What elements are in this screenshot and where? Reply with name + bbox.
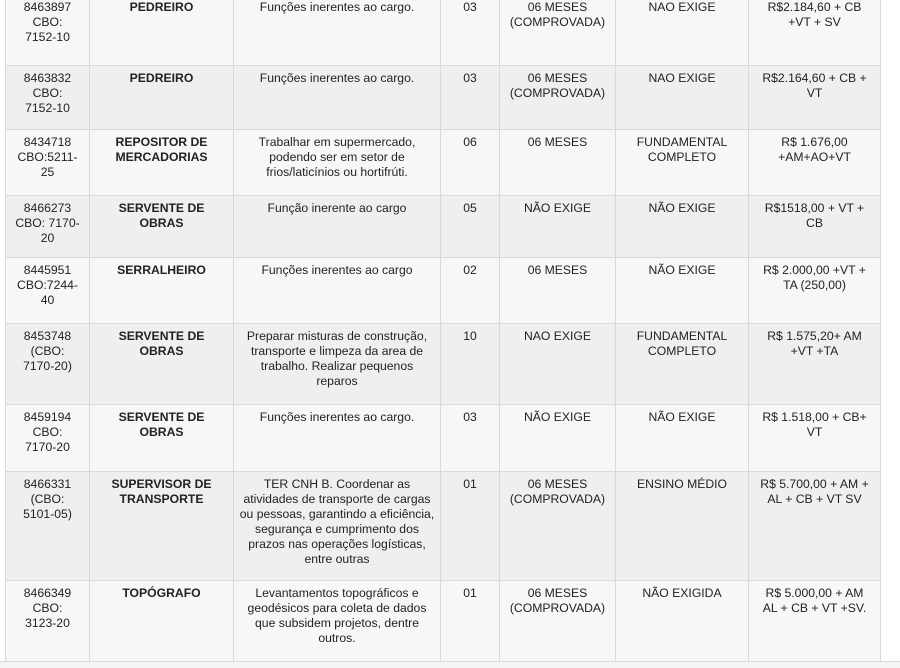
- job-code-cell: 8445951 CBO:7244- 40: [6, 258, 90, 324]
- vacancies-cell: 03: [441, 66, 500, 130]
- education-cell: NÃO EXIGE: [616, 196, 749, 258]
- vacancies-cell: 10: [441, 324, 500, 405]
- job-code-cell: 8466273 CBO: 7170- 20: [6, 196, 90, 258]
- experience-cell: 06 MESES (COMPROVADA): [500, 472, 616, 581]
- next-row-edge: [0, 661, 900, 668]
- job-description-cell: Funções inerentes ao cargo.: [234, 405, 441, 472]
- salary-cell: R$2.164,60 + CB + VT: [749, 66, 881, 130]
- experience-cell: 06 MESES: [500, 258, 616, 324]
- table-row: [6, 66, 881, 130]
- education-cell: FUNDAMENTAL COMPLETO: [616, 130, 749, 196]
- vacancies-cell: 03: [441, 405, 500, 472]
- experience-cell: 06 MESES (COMPROVADA): [500, 66, 616, 130]
- job-description-cell: TER CNH B. Coordenar as atividades de transporte de cargas ou pessoas, garantindo a eficiência, segurança e cumprimento dos prazos nas operações logísticas, entre outras: [234, 472, 441, 581]
- job-title-cell: SERRALHEIRO: [90, 258, 234, 324]
- table-row: [6, 581, 881, 662]
- job-code-cell: 8463832 CBO: 7152-10: [6, 66, 90, 130]
- job-description-cell: Funções inerentes ao cargo.: [234, 66, 441, 130]
- salary-cell: R$ 1.518,00 + CB+ VT: [749, 405, 881, 472]
- salary-cell: R$2.184,60 + CB +VT + SV: [749, 0, 881, 66]
- table-body: [6, 0, 881, 662]
- job-title-cell: TOPÓGRAFO: [90, 581, 234, 662]
- vacancies-cell: 01: [441, 472, 500, 581]
- experience-cell: 06 MESES (COMPROVADA): [500, 581, 616, 662]
- job-code-cell: 8463897 CBO: 7152-10: [6, 0, 90, 66]
- job-code-cell: 8466349 CBO: 3123-20: [6, 581, 90, 662]
- salary-cell: R$ 2.000,00 +VT + TA (250,00): [749, 258, 881, 324]
- job-title-cell: SUPERVISOR DE TRANSPORTE: [90, 472, 234, 581]
- vacancies-cell: 05: [441, 196, 500, 258]
- job-description-cell: Funções inerentes ao cargo: [234, 258, 441, 324]
- education-cell: NAO EXIGE: [616, 66, 749, 130]
- job-description-cell: Levantamentos topográficos e geodésicos para coleta de dados que subsidem projetos, dentre outros.: [234, 581, 441, 662]
- salary-cell: R$ 1.575,20+ AM +VT +TA: [749, 324, 881, 405]
- experience-cell: NAO EXIGE: [500, 324, 616, 405]
- table-row: [6, 196, 881, 258]
- table-row: [6, 324, 881, 405]
- table-row: [6, 130, 881, 196]
- vacancies-cell: 03: [441, 0, 500, 66]
- table-row: [6, 472, 881, 581]
- job-vacancies-table: [5, 0, 881, 662]
- job-code-cell: 8459194 CBO: 7170-20: [6, 405, 90, 472]
- job-code-cell: 8466331 (CBO: 5101-05): [6, 472, 90, 581]
- job-description-cell: Função inerente ao cargo: [234, 196, 441, 258]
- job-title-cell: SERVENTE DE OBRAS: [90, 196, 234, 258]
- job-code-cell: 8453748 (CBO: 7170-20): [6, 324, 90, 405]
- salary-cell: R$ 5.700,00 + AM + AL + CB + VT SV: [749, 472, 881, 581]
- job-description-cell: Preparar misturas de construção, transporte e limpeza da area de trabalho. Realizar pequenos reparos: [234, 324, 441, 405]
- education-cell: FUNDAMENTAL COMPLETO: [616, 324, 749, 405]
- vacancies-cell: 06: [441, 130, 500, 196]
- education-cell: NÃO EXIGIDA: [616, 581, 749, 662]
- experience-cell: 06 MESES (COMPROVADA): [500, 0, 616, 66]
- experience-cell: NÃO EXIGE: [500, 405, 616, 472]
- education-cell: NAO EXIGE: [616, 0, 749, 66]
- job-title-cell: PEDREIRO: [90, 0, 234, 66]
- salary-cell: R$ 1.676,00 +AM+AO+VT: [749, 130, 881, 196]
- job-title-cell: PEDREIRO: [90, 66, 234, 130]
- job-title-cell: REPOSITOR DE MERCADORIAS: [90, 130, 234, 196]
- table-row: [6, 0, 881, 66]
- job-code-cell: 8434718 CBO:5211- 25: [6, 130, 90, 196]
- experience-cell: 06 MESES: [500, 130, 616, 196]
- vacancies-cell: 01: [441, 581, 500, 662]
- job-title-cell: SERVENTE DE OBRAS: [90, 324, 234, 405]
- education-cell: ENSINO MÉDIO: [616, 472, 749, 581]
- vacancies-cell: 02: [441, 258, 500, 324]
- table-row: [6, 258, 881, 324]
- education-cell: NÃO EXIGE: [616, 258, 749, 324]
- education-cell: NÃO EXIGE: [616, 405, 749, 472]
- job-description-cell: Trabalhar em supermercado, podendo ser em setor de frios/laticínios ou hortifrúti.: [234, 130, 441, 196]
- salary-cell: R$ 5.000,00 + AM AL + CB + VT +SV.: [749, 581, 881, 662]
- experience-cell: NÃO EXIGE: [500, 196, 616, 258]
- salary-cell: R$1518,00 + VT + CB: [749, 196, 881, 258]
- job-title-cell: SERVENTE DE OBRAS: [90, 405, 234, 472]
- table-row: [6, 405, 881, 472]
- job-description-cell: Funções inerentes ao cargo.: [234, 0, 441, 66]
